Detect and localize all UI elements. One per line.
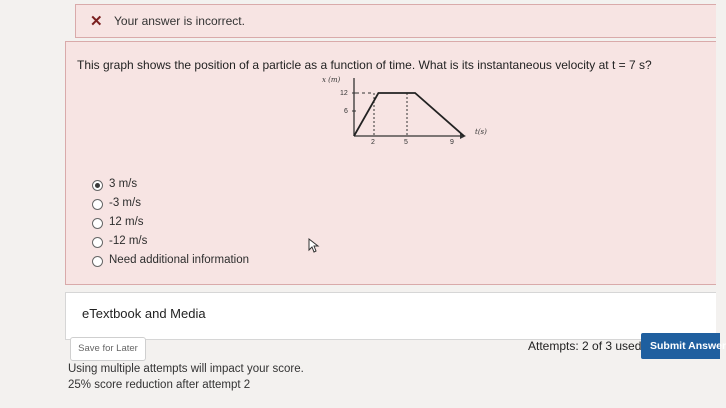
question-card: [65, 41, 716, 285]
x-tick-label: 5: [404, 139, 408, 146]
option-label: -12 m/s: [109, 235, 148, 247]
score-reduction-note: 25% score reduction after attempt 2: [68, 379, 251, 391]
radio-button[interactable]: [92, 237, 103, 248]
mouse-pointer-icon: [308, 238, 320, 254]
option-label: 12 m/s: [109, 216, 144, 228]
y-tick-label: 6: [344, 108, 348, 115]
etextbook-label: eTextbook and Media: [82, 306, 206, 321]
attempts-note: Using multiple attempts will impact your score.: [68, 363, 304, 375]
option-label: -3 m/s: [109, 197, 141, 209]
etextbook-section[interactable]: [65, 292, 716, 340]
x-axis-label: t(s): [475, 128, 487, 136]
position-line: [354, 93, 464, 136]
radio-button[interactable]: [92, 218, 103, 229]
submit-answer-button[interactable]: Submit Answer: [641, 333, 720, 359]
radio-button[interactable]: [92, 199, 103, 210]
feedback-message: Your answer is incorrect.: [114, 14, 245, 28]
option-label: Need additional information: [109, 254, 250, 266]
feedback-banner: [75, 4, 716, 38]
x-tick-label: 2: [371, 139, 375, 146]
question-text: This graph shows the position of a particle as a function of time. What is its instantaneous velocity at t = 7 s?: [77, 58, 652, 72]
y-axis-label: x (m): [322, 76, 341, 84]
close-icon: ✕: [90, 13, 103, 30]
y-tick-label: 12: [340, 90, 348, 97]
radio-button[interactable]: [92, 256, 103, 267]
save-for-later-button[interactable]: Save for Later: [70, 337, 146, 361]
attempts-counter: Attempts: 2 of 3 used: [528, 339, 642, 353]
radio-button[interactable]: [92, 180, 103, 191]
x-tick-label: 9: [450, 139, 454, 146]
option-label: 3 m/s: [109, 178, 138, 190]
position-time-graph: [314, 72, 544, 144]
